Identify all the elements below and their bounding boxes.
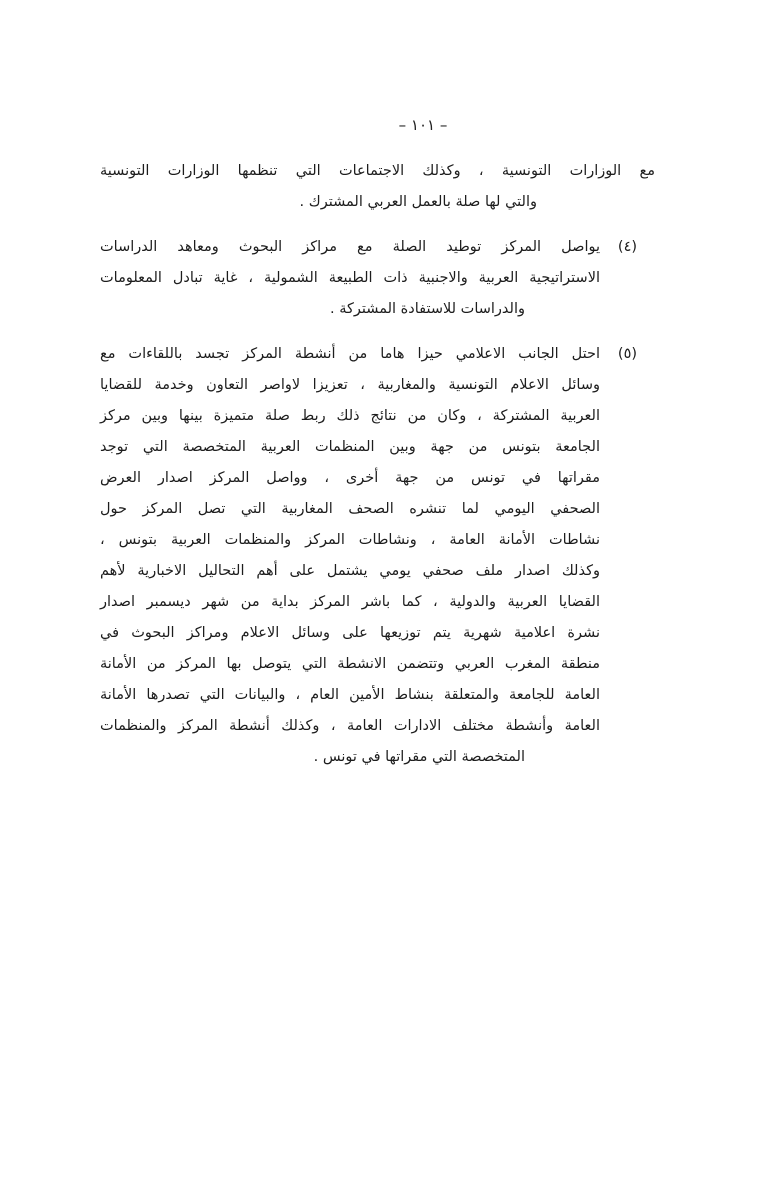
paragraph-lines [100,156,655,218]
text-line: نشاطات الأمانة العامة ، ونشاطات المركز والمنظمات العربية بتونس ، [100,532,600,548]
text-line: والتي لها صلة بالعمل العربي المشترك . [299,194,537,210]
text-line: والدراسات للاستفادة المشتركة . [330,301,525,317]
text-line: يواصل المركز توطيد الصلة مع مراكز البحوث ومعاهد الدراسات [100,239,600,255]
text-line: وسائل الاعلام التونسية والمغاربية ، تعزيزا لاواصر التعاون وخدمة للقضايا [100,377,600,393]
paragraph [100,232,655,325]
paragraph-lines [100,232,600,325]
paragraph-marker: (٤) [617,239,638,255]
text-line: العربية المشتركة ، وكان من نتائج ذلك ربط صلة متميزة بينها وبين مركز [100,408,600,424]
text-line: القضايا العربية والدولية ، كما باشر المركز بداية من شهر ديسمبر اصدار [100,594,600,610]
text-line: وكذلك اصدار ملف صحفي يومي يشتمل على أهم التحاليل الاخبارية لأهم [100,563,600,579]
text-line: الجامعة بتونس من جهة وبين المنظمات العربية المتخصصة التي توجد [100,439,600,455]
text-line: نشرة اعلامية شهرية يتم توزيعها على وسائل الاعلام ومراكز البحوث في [100,625,600,641]
text-line: الاستراتيجية العربية والاجنبية ذات الطبيعة الشمولية ، غاية تبادل المعلومات [100,270,600,286]
text-line: منطقة المغرب العربي وتتضمن الانشطة التي يتوصل بها المركز من الأمانة [100,656,600,672]
text-line: العامة وأنشطة مختلف الادارات العامة ، وكذلك أنشطة المركز والمنظمات [100,718,600,734]
paragraph-marker: (٥) [617,346,638,362]
paragraph-lines [100,339,600,773]
text-line: احتل الجانب الاعلامي حيزا هاما من أنشطة المركز تجسد باللقاءات مع [100,346,600,362]
text-line: المتخصصة التي مقراتها في تونس . [313,749,525,765]
text-line: الصحفي اليومي لما تنشره الصحف المغاربية التي تصل المركز حول [100,501,600,517]
document-body [0,138,758,773]
page-number: – ١٠١ – [398,116,448,134]
text-line: مع الوزارات التونسية ، وكذلك الاجتماعات التي تنظمها الوزارات التونسية [100,163,655,179]
document-page [0,112,758,1190]
text-line: العامة للجامعة والمتعلقة بنشاط الأمين العام ، والبيانات التي تصدرها الأمانة [100,687,600,703]
paragraph [100,339,655,773]
text-line: مقراتها في تونس من جهة أخرى ، وواصل المركز اصدار العرض [100,470,600,486]
paragraph [100,156,655,218]
